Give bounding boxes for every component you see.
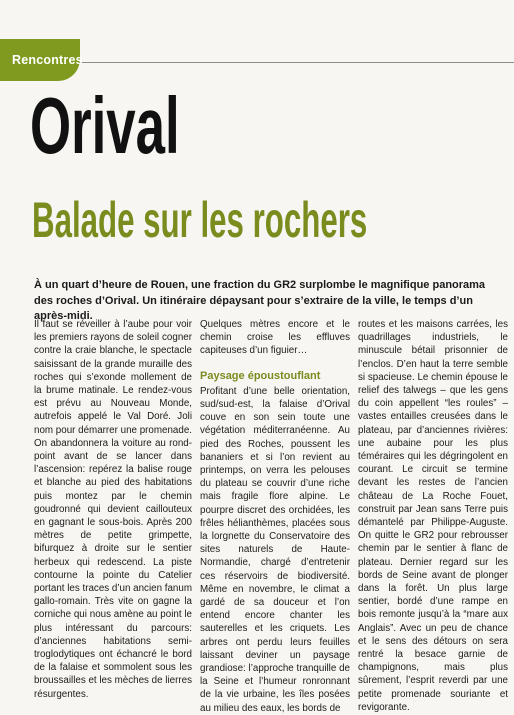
header-rule bbox=[78, 62, 514, 63]
subheading: Paysage époustouflant bbox=[200, 369, 321, 382]
text-column-3 bbox=[358, 318, 508, 714]
paragraph: Il faut se réveiller à l’aube pour voir les premiers rayons de soleil cogner contre la craie blanche, le spectacle saisissant de la grande muraille des roches qui s’exonde mollement de la brume matinale. Le rendez-vous est prévu au Nouveau Monde, autrefois appelé le Val Doré. Joli nom pour démarrer une promenade. On abandonnera la voiture au rond-point avant de se lancer dans l’ascension: repérez la balise rouge et blanche au pied des habitations puis montez par le chemin goudronné qui devient caillouteux en gagnant le sous-bois. Après 200 mètres de petite grimpette, bifurquez à droite sur le sentier herbeux qui redescend. La piste contourne la pointe du Catelier portant les traces d’un ancien fanum gallo-romain. Très vite on gagne la corniche qui nous amène au point le plus intéressant du parcours: d’anciennes habitations semi-troglodytiques ont échancré le bord de la falaise et sommolent sous les broussailles et les mèches de lierres résurgentes. bbox=[34, 319, 192, 700]
paragraph: Quelques mètres encore et le chemin croise les effluves capiteuses d’un figuier… bbox=[200, 319, 350, 357]
paragraph: Profitant d’une belle orientation, sud/sud-est, la falaise d’Orival couve en son sein toute une végétation méditerranéenne. Au pied des Roches, poussent les bananiers et si l’on revient au printemps, on verra les pelouses du plateau se couvrir d’une riche mais fragile flore alpine. Le pourpre discret des orchidées, les frêles hélianthèmes, placées sous la lorgnette du Conservatoire des sites naturels de Haute-Normandie, chargé d’entretenir ces réservoirs de biodiversité. Même en novembre, le climat a gardé de sa douceur et l’on entend encore chanter les sauterelles et les criquets. Les arbres ont perdu leurs feuilles laissant deviner un paysage grandiose: l’approche tranquille de la Seine et l’humeur ronronnant de la vie urbaine, les îles posées au milieu des eaux, les bords de bbox=[200, 385, 350, 714]
article-lead: À un quart d’heure de Rouen, une fraction du GR2 surplombe le magnifique panorama des roches d’Orival. Un itinéraire dépaysant pour s’extraire de la ville, le temps d’un après-midi. bbox=[34, 279, 486, 323]
paragraph: routes et les maisons carrées, les quadrillages industriels, le minuscule bétail prisonnier de l’enclos. D’en haut la terre semble si spacieuse. Le chemin épouse le relief des talwegs – que les gens du coin appellent “les roules” – vastes entailles creusées dans le plateau, par d’anciennes rivières: une aubaine pour les plus téméraires qui les dégringolent en courant. Le circuit se termine devant les restes de l’ancien château de La Roche Fouet, construit par Jean sans Terre puis démantelé par Philippe-Auguste. On quitte le GR2 pour rebrousser chemin par le sentier à flanc de plateau. Dernier regard sur les bords de Seine avant de plonger dans la forêt. Un plus large sentier, bordé d’une rampe en bois remonte jusqu’à la “mare aux Anglais”. Avec un peu de chance et le sens des détours on sera rentré la besace garnie de champignons, mais plus sûrement, l’esprit reverdi par une petite promenade souriante et revigorante. bbox=[358, 319, 508, 713]
text-column-1 bbox=[34, 318, 192, 701]
text-column-2 bbox=[200, 318, 350, 715]
section-tag bbox=[0, 39, 83, 81]
article-title: Orival bbox=[30, 81, 180, 170]
article-subtitle: Balade sur les rochers bbox=[32, 192, 368, 248]
section-label: Rencontres bbox=[12, 53, 83, 67]
